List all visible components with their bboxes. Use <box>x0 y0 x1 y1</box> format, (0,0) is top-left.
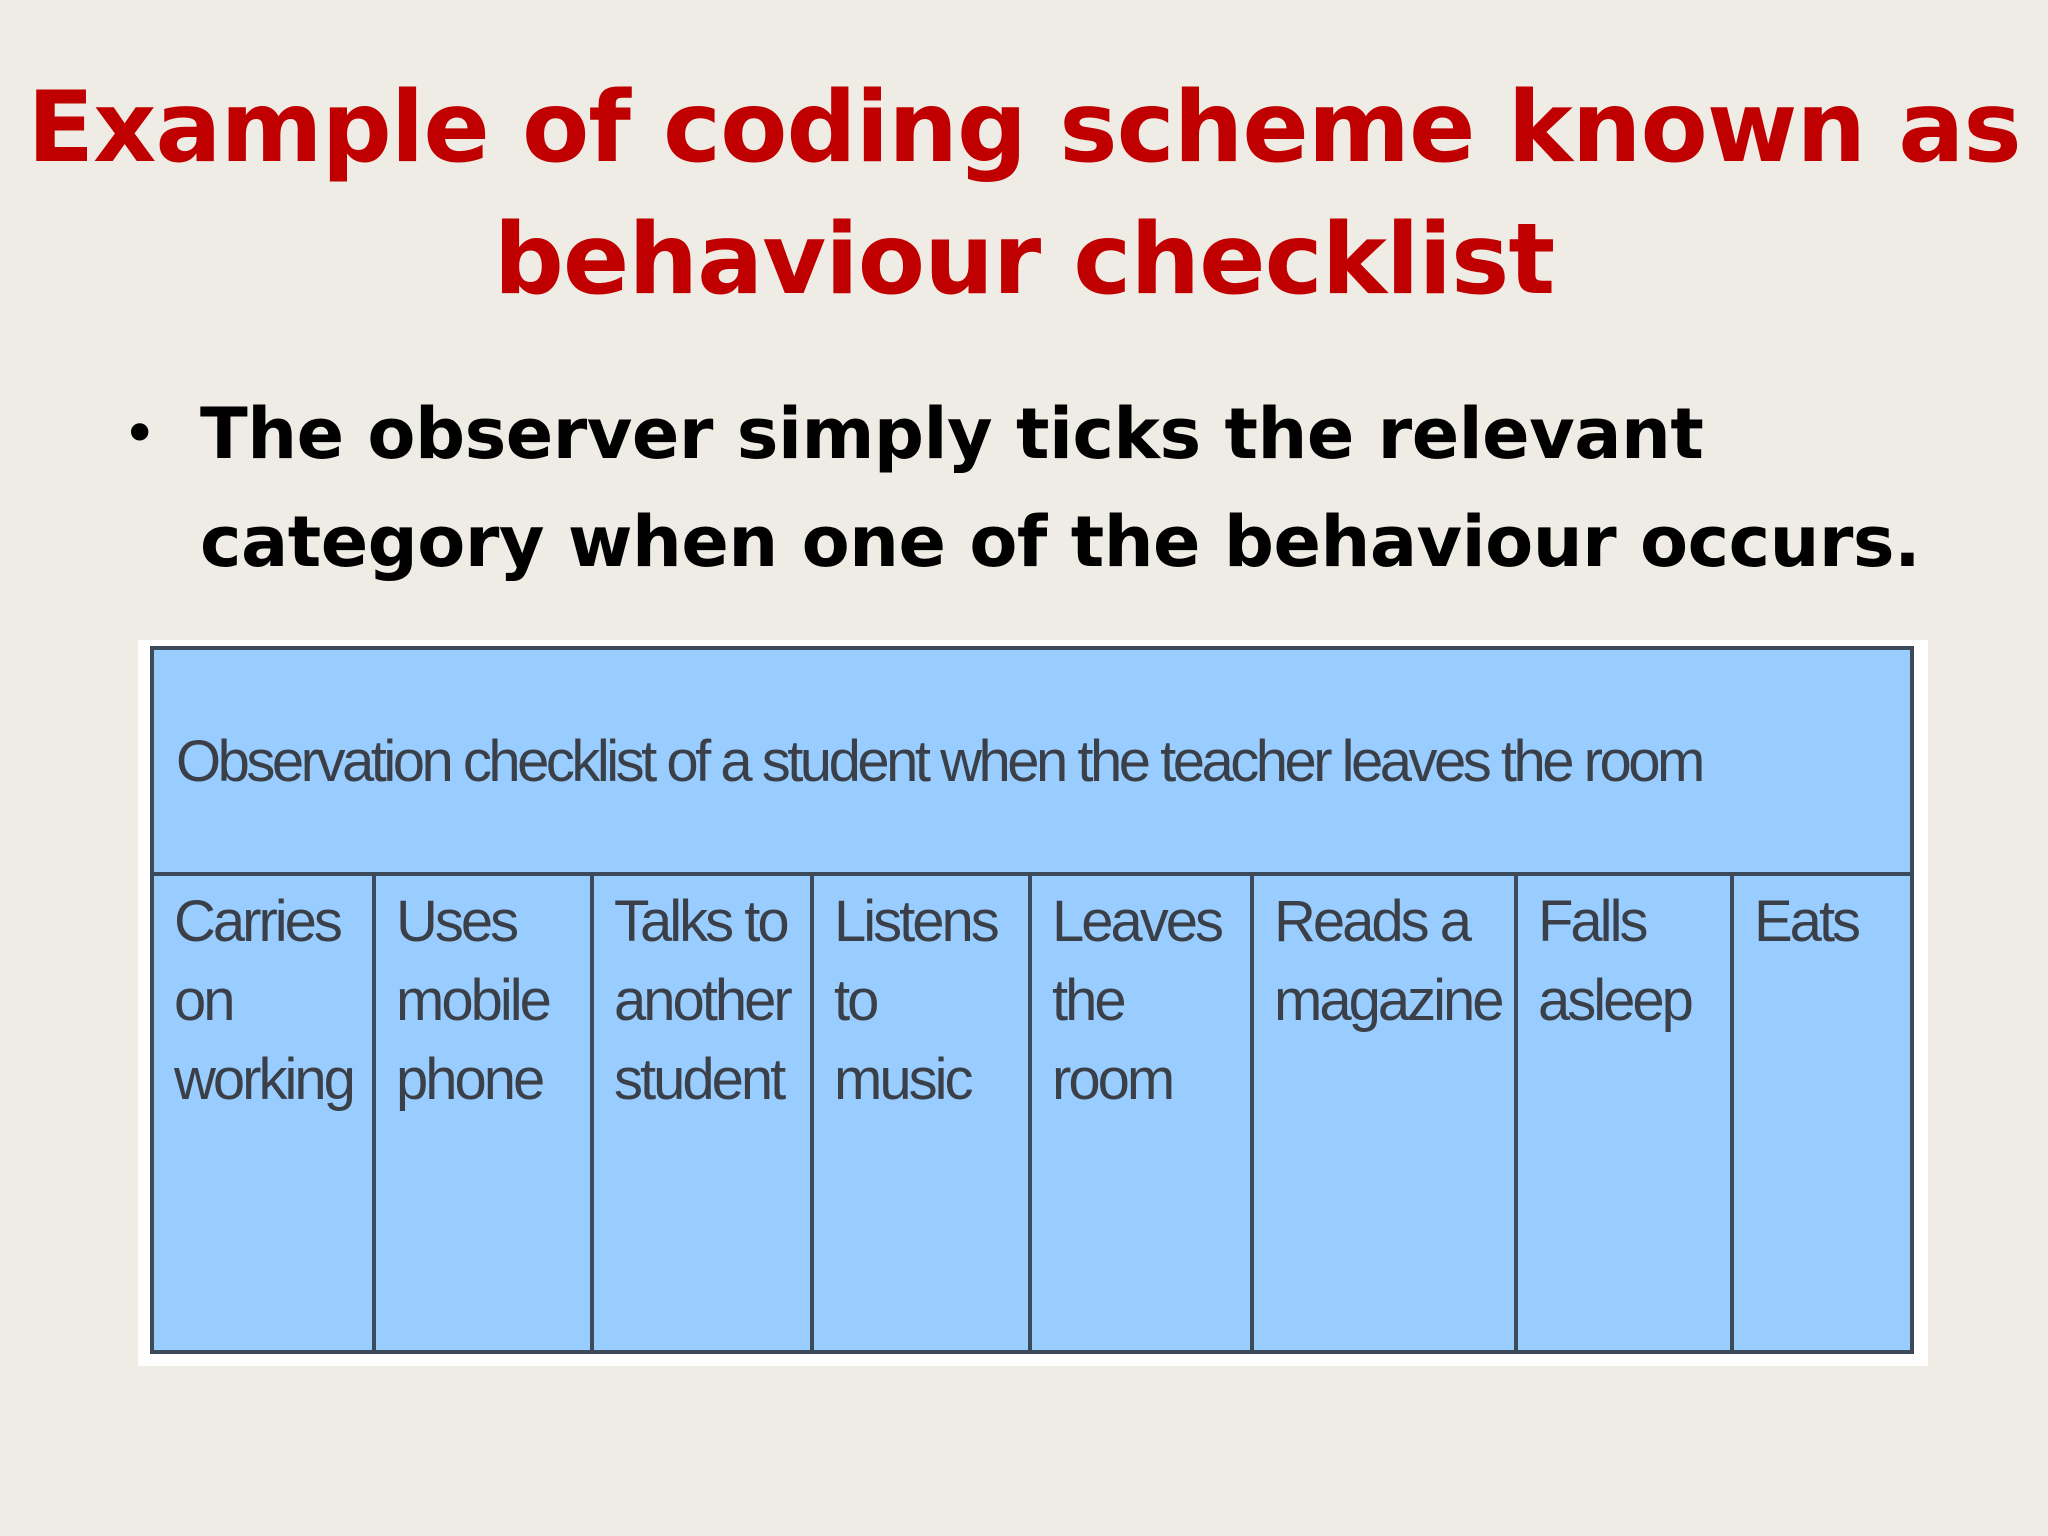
checklist-caption-row <box>152 648 1912 874</box>
category-line: working <box>174 1047 353 1112</box>
category-line: Falls <box>1538 889 1646 954</box>
category-line: another <box>614 968 790 1033</box>
category-line: Carries <box>174 889 340 954</box>
category-line: asleep <box>1538 968 1691 1033</box>
category-cell-talks-to-another-student <box>592 874 812 1352</box>
category-line: on <box>174 968 233 1033</box>
checklist-category-row <box>152 874 1912 1352</box>
bullet-dot-icon: • <box>122 399 158 469</box>
category-cell-carries-on-working <box>152 874 374 1352</box>
category-line: to <box>834 968 877 1033</box>
category-line: magazine <box>1274 968 1502 1033</box>
bullet-text <box>200 380 1920 596</box>
category-cell-eats <box>1732 874 1912 1352</box>
observation-checklist-table <box>150 646 1914 1354</box>
category-cell-reads-a-magazine <box>1252 874 1516 1352</box>
category-line: Eats <box>1754 889 1859 954</box>
category-line: Listens <box>834 889 997 954</box>
checklist-image <box>138 640 1928 1366</box>
bullet-point <box>122 380 1922 596</box>
category-line: room <box>1052 1047 1173 1112</box>
bullet-line-1: The observer simply ticks the relevant <box>200 393 1704 475</box>
category-cell-falls-asleep <box>1516 874 1732 1352</box>
category-cell-uses-mobile-phone <box>374 874 592 1352</box>
category-line: Leaves <box>1052 889 1222 954</box>
slide-title-line-1: Example of coding scheme known as <box>27 71 2021 185</box>
bullet-line-2: category when one of the behaviour occurs. <box>200 501 1921 583</box>
category-line: student <box>614 1047 784 1112</box>
category-line: Reads a <box>1274 889 1470 954</box>
category-cell-listens-to-music <box>812 874 1030 1352</box>
category-line: Talks to <box>614 889 787 954</box>
slide-title-line-2: behaviour checklist <box>493 203 1555 317</box>
category-line: Uses <box>396 889 517 954</box>
category-cell-leaves-the-room <box>1030 874 1252 1352</box>
slide-title <box>0 62 2048 326</box>
category-line: mobile <box>396 968 549 1033</box>
category-line: the <box>1052 968 1124 1033</box>
category-line: phone <box>396 1047 543 1112</box>
checklist-caption: Observation checklist of a student when the teacher leaves the room <box>152 648 1912 874</box>
category-line: music <box>834 1047 971 1112</box>
